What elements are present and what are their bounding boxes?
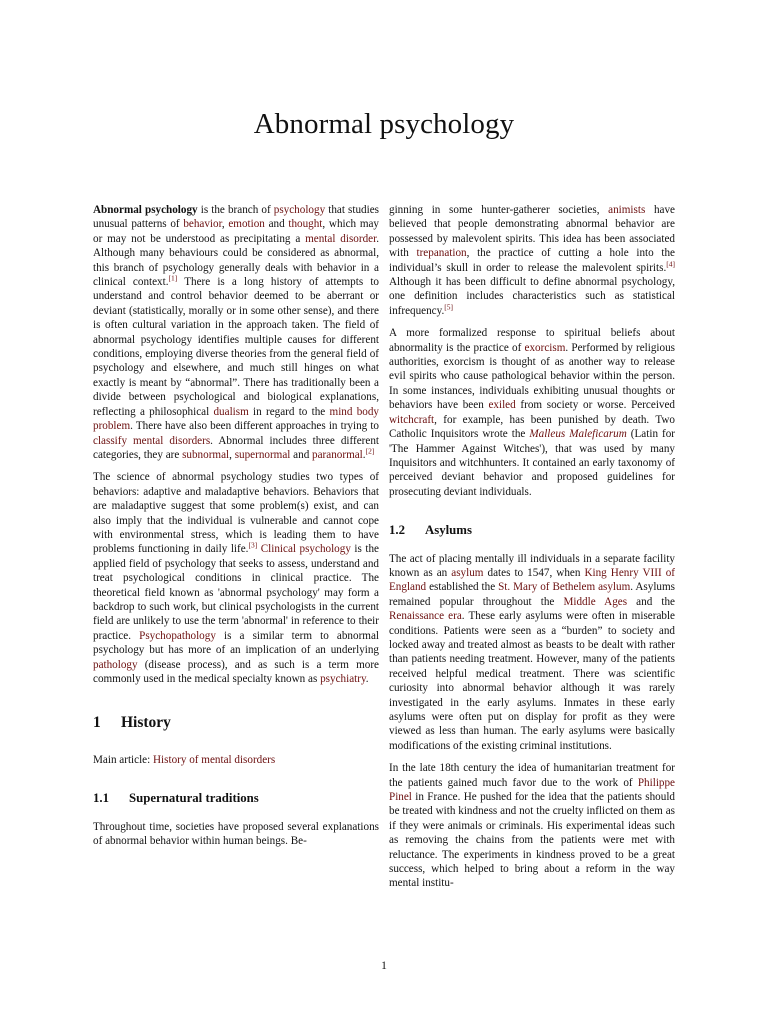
link-classify-mental-disorders[interactable]: classify mental disorders	[93, 434, 211, 447]
text: , which may or may not be understood as precipitating a	[93, 218, 380, 245]
subsection-title: Asylums	[425, 523, 472, 538]
text: established the	[426, 581, 499, 594]
text: is the applied field of psychology that seeks to assess, understand and treat psychological conditions in clinical practice. The theoretical field known as 'abnormal psychology' may form a backdrop to such work, but clinical psychologists in the current field are unlikely to use the term 'abnormal' in reference to their practice.	[93, 543, 379, 642]
link-history-of-mental-disorders[interactable]: History of mental disorders	[153, 753, 276, 766]
text: A more formalized response to spiritual beliefs about abnormality is the practice of	[389, 327, 675, 354]
link-middle-ages[interactable]: Middle Ages	[563, 595, 628, 608]
link-paranormal[interactable]: paranormal	[312, 448, 363, 461]
text: that studies unusual patterns of	[93, 204, 379, 231]
link-clinical-psychology[interactable]: Clinical psychology	[260, 543, 351, 556]
text: . There have also been different approaches in trying to	[130, 420, 379, 433]
main-article-label: Main article:	[93, 753, 154, 766]
link-supernormal[interactable]: supernormal	[234, 448, 291, 461]
link-subnormal[interactable]: subnormal	[182, 448, 230, 461]
link-exiled[interactable]: exiled	[488, 399, 516, 412]
supernatural-paragraph: Throughout time, societies have proposed several explanations of abnormal behavior within human beings. Be-	[93, 820, 379, 848]
section-heading-history	[93, 716, 379, 730]
subsection-number: 1.2	[389, 523, 405, 538]
subsection-heading-asylums	[389, 523, 675, 537]
text: (Latin for 'The Hammer Against Witches'), that was used by many Inquisitors and witchhunters. It contained an early taxonomy of perceived deviant behavior and proposed guidelines for prosecuting deviant individuals.	[389, 428, 675, 498]
text: in regard to the	[248, 405, 330, 418]
text: (disease process), and as such is a term more commonly used in the medical specialty known as	[93, 658, 379, 685]
text: is the branch of	[197, 204, 274, 216]
text: In the late 18th century the idea of humanitarian treatment for the patients gained much favor due to the work of	[389, 762, 675, 789]
text: .	[365, 673, 369, 685]
text: from society or worse. Perceived	[515, 399, 675, 412]
text: have believed that people demonstrating abnormal behavior are possessed by malevolent spirits. This idea has been associated with	[389, 204, 675, 260]
text: ginning in some hunter-gatherer societies,	[389, 204, 609, 216]
page-title: Abnormal psychology	[253, 108, 515, 140]
text: and	[290, 448, 313, 461]
right-column	[389, 203, 675, 899]
citation-4[interactable]: [4]	[666, 258, 675, 268]
section-number: 1	[93, 714, 101, 732]
text: is a similar term to abnormal psychology but has more of an implication of an underlying	[93, 629, 379, 657]
link-exorcism[interactable]: exorcism	[524, 341, 566, 354]
link-psychiatry[interactable]: psychiatry	[320, 673, 366, 685]
link-mental-disorder[interactable]: mental disorder	[305, 232, 377, 245]
science-paragraph	[93, 470, 379, 686]
link-pathology[interactable]: pathology	[93, 658, 138, 671]
text: ,	[221, 218, 229, 231]
text: dates to 1547, when	[483, 566, 585, 579]
text: . Performed by religious authorities, exorcism is thought of as another way to release evil spirits who cause pathological behavior within the person. In some instances, individuals exhibiting unusual thoughts or behaviors have been	[389, 341, 675, 412]
text: . These early asylums were often in miserable conditions. Patients were seen as a “burden” to society and locked away and treated almost as beasts to be dealt with rather than patients needing treatment. However, many of the patients received helpful medical treatment. There was scientific curiosity into abnormal behavior although it was rarely investigated in the early asylums. Inmates in these early asylums were often put on display for profit as they were viewed as less than human. The early asylums were basically modifications of the existing criminal institutions.	[389, 610, 675, 752]
link-psychology[interactable]: psychology	[273, 204, 326, 216]
main-article-note	[93, 753, 379, 767]
text: The science of abnormal psychology studies two types of behaviors: adaptive and maladaptive behaviors. Behaviors that are maladaptive suggest that some problem(s) exist, and can also imply that the individual is vulnerable and cannot cope with environmental stress, which is leading them to have problems functioning in daily life.	[93, 471, 379, 556]
humanitarian-paragraph	[389, 761, 675, 891]
text: There is a long history of attempts to understand and control behavior deemed to be aberrant or deviant (statistically, morally or in some other sense), and there is often cultural variation in the approach taken. The field of abnormal psychology identifies multiple causes for different conditions, employing diverse theories from the general field of psychology and elsewhere, and much still hinges on what exactly is meant by “abnormal”. There has traditionally been a divide between psychological and biological explanations, reflecting a philosophical	[93, 276, 379, 418]
link-st-mary-bethelem[interactable]: St. Mary of Bethelem asylum	[498, 581, 631, 594]
citation-2[interactable]: [2]	[365, 446, 375, 456]
term-bold: Abnormal psychology	[93, 204, 198, 216]
link-emotion[interactable]: emotion	[228, 218, 265, 231]
animists-paragraph	[389, 203, 675, 318]
link-witchcraft[interactable]: witchcraft	[389, 413, 435, 426]
exorcism-paragraph	[389, 326, 675, 499]
text: and	[264, 218, 289, 231]
link-henry-viii[interactable]: King Henry VIII of England	[389, 566, 675, 594]
link-renaissance-era[interactable]: Renaissance era	[389, 610, 462, 623]
asylums-paragraph	[389, 552, 675, 754]
link-animists[interactable]: animists	[608, 204, 646, 216]
text: and the	[627, 595, 675, 608]
link-thought[interactable]: thought	[288, 218, 323, 231]
text: Although it has been difficult to define abnormal psychology, one definition includes characteristics such as statistical infrequency.	[389, 276, 675, 317]
text: . Asylums remained popular throughout the	[389, 581, 676, 608]
subsection-heading-supernatural	[93, 791, 379, 805]
text: ,	[229, 448, 235, 461]
page-number: 1	[381, 960, 387, 972]
link-mind-body-problem[interactable]: mind body problem	[93, 405, 379, 433]
text: The act of placing mentally ill individuals in a separate facility known as an	[389, 552, 675, 579]
intro-paragraph	[93, 203, 379, 462]
link-behavior[interactable]: behavior	[183, 218, 222, 231]
link-psychopathology[interactable]: Psychopathology	[139, 629, 216, 642]
citation-1[interactable]: [1]	[168, 273, 178, 283]
section-title: History	[121, 714, 171, 732]
text: . Although many behaviours could be considered as abnormal, this branch of psychology generally deals with behavior in a clinical context.	[93, 232, 379, 289]
link-philippe-pinel[interactable]: Philippe Pinel	[389, 776, 675, 804]
subsection-number: 1.1	[93, 791, 109, 806]
link-trepanation[interactable]: trepanation	[416, 247, 467, 260]
left-column	[93, 203, 379, 856]
link-malleus-maleficarum[interactable]: Malleus Maleficarum	[529, 428, 627, 441]
text: . Abnormal includes three different categories, they are	[93, 434, 379, 461]
link-asylum[interactable]: asylum	[451, 566, 484, 579]
text: , the practice of cutting a hole into the individual’s skull in order to release the malevolent spirits.	[389, 247, 676, 274]
text: , for example, has been punished by death. Two Catholic Inquisitors wrote the	[389, 413, 675, 441]
link-dualism[interactable]: dualism	[213, 405, 249, 418]
subsection-title: Supernatural traditions	[129, 791, 259, 806]
text: in France. He pushed for the idea that the patients should be treated with kindness and not the cruelty inflicted on them as if they were animals or criminals. His experimental ideas such as removing the chains from the patients were met with reluctance. The experiments in kindness proved to be a great success, which helped to bring about a reform in the way mental institu-	[389, 791, 675, 890]
text: .	[362, 448, 366, 461]
citation-3[interactable]: [3]	[248, 540, 258, 550]
citation-5[interactable]: [5]	[444, 302, 454, 312]
